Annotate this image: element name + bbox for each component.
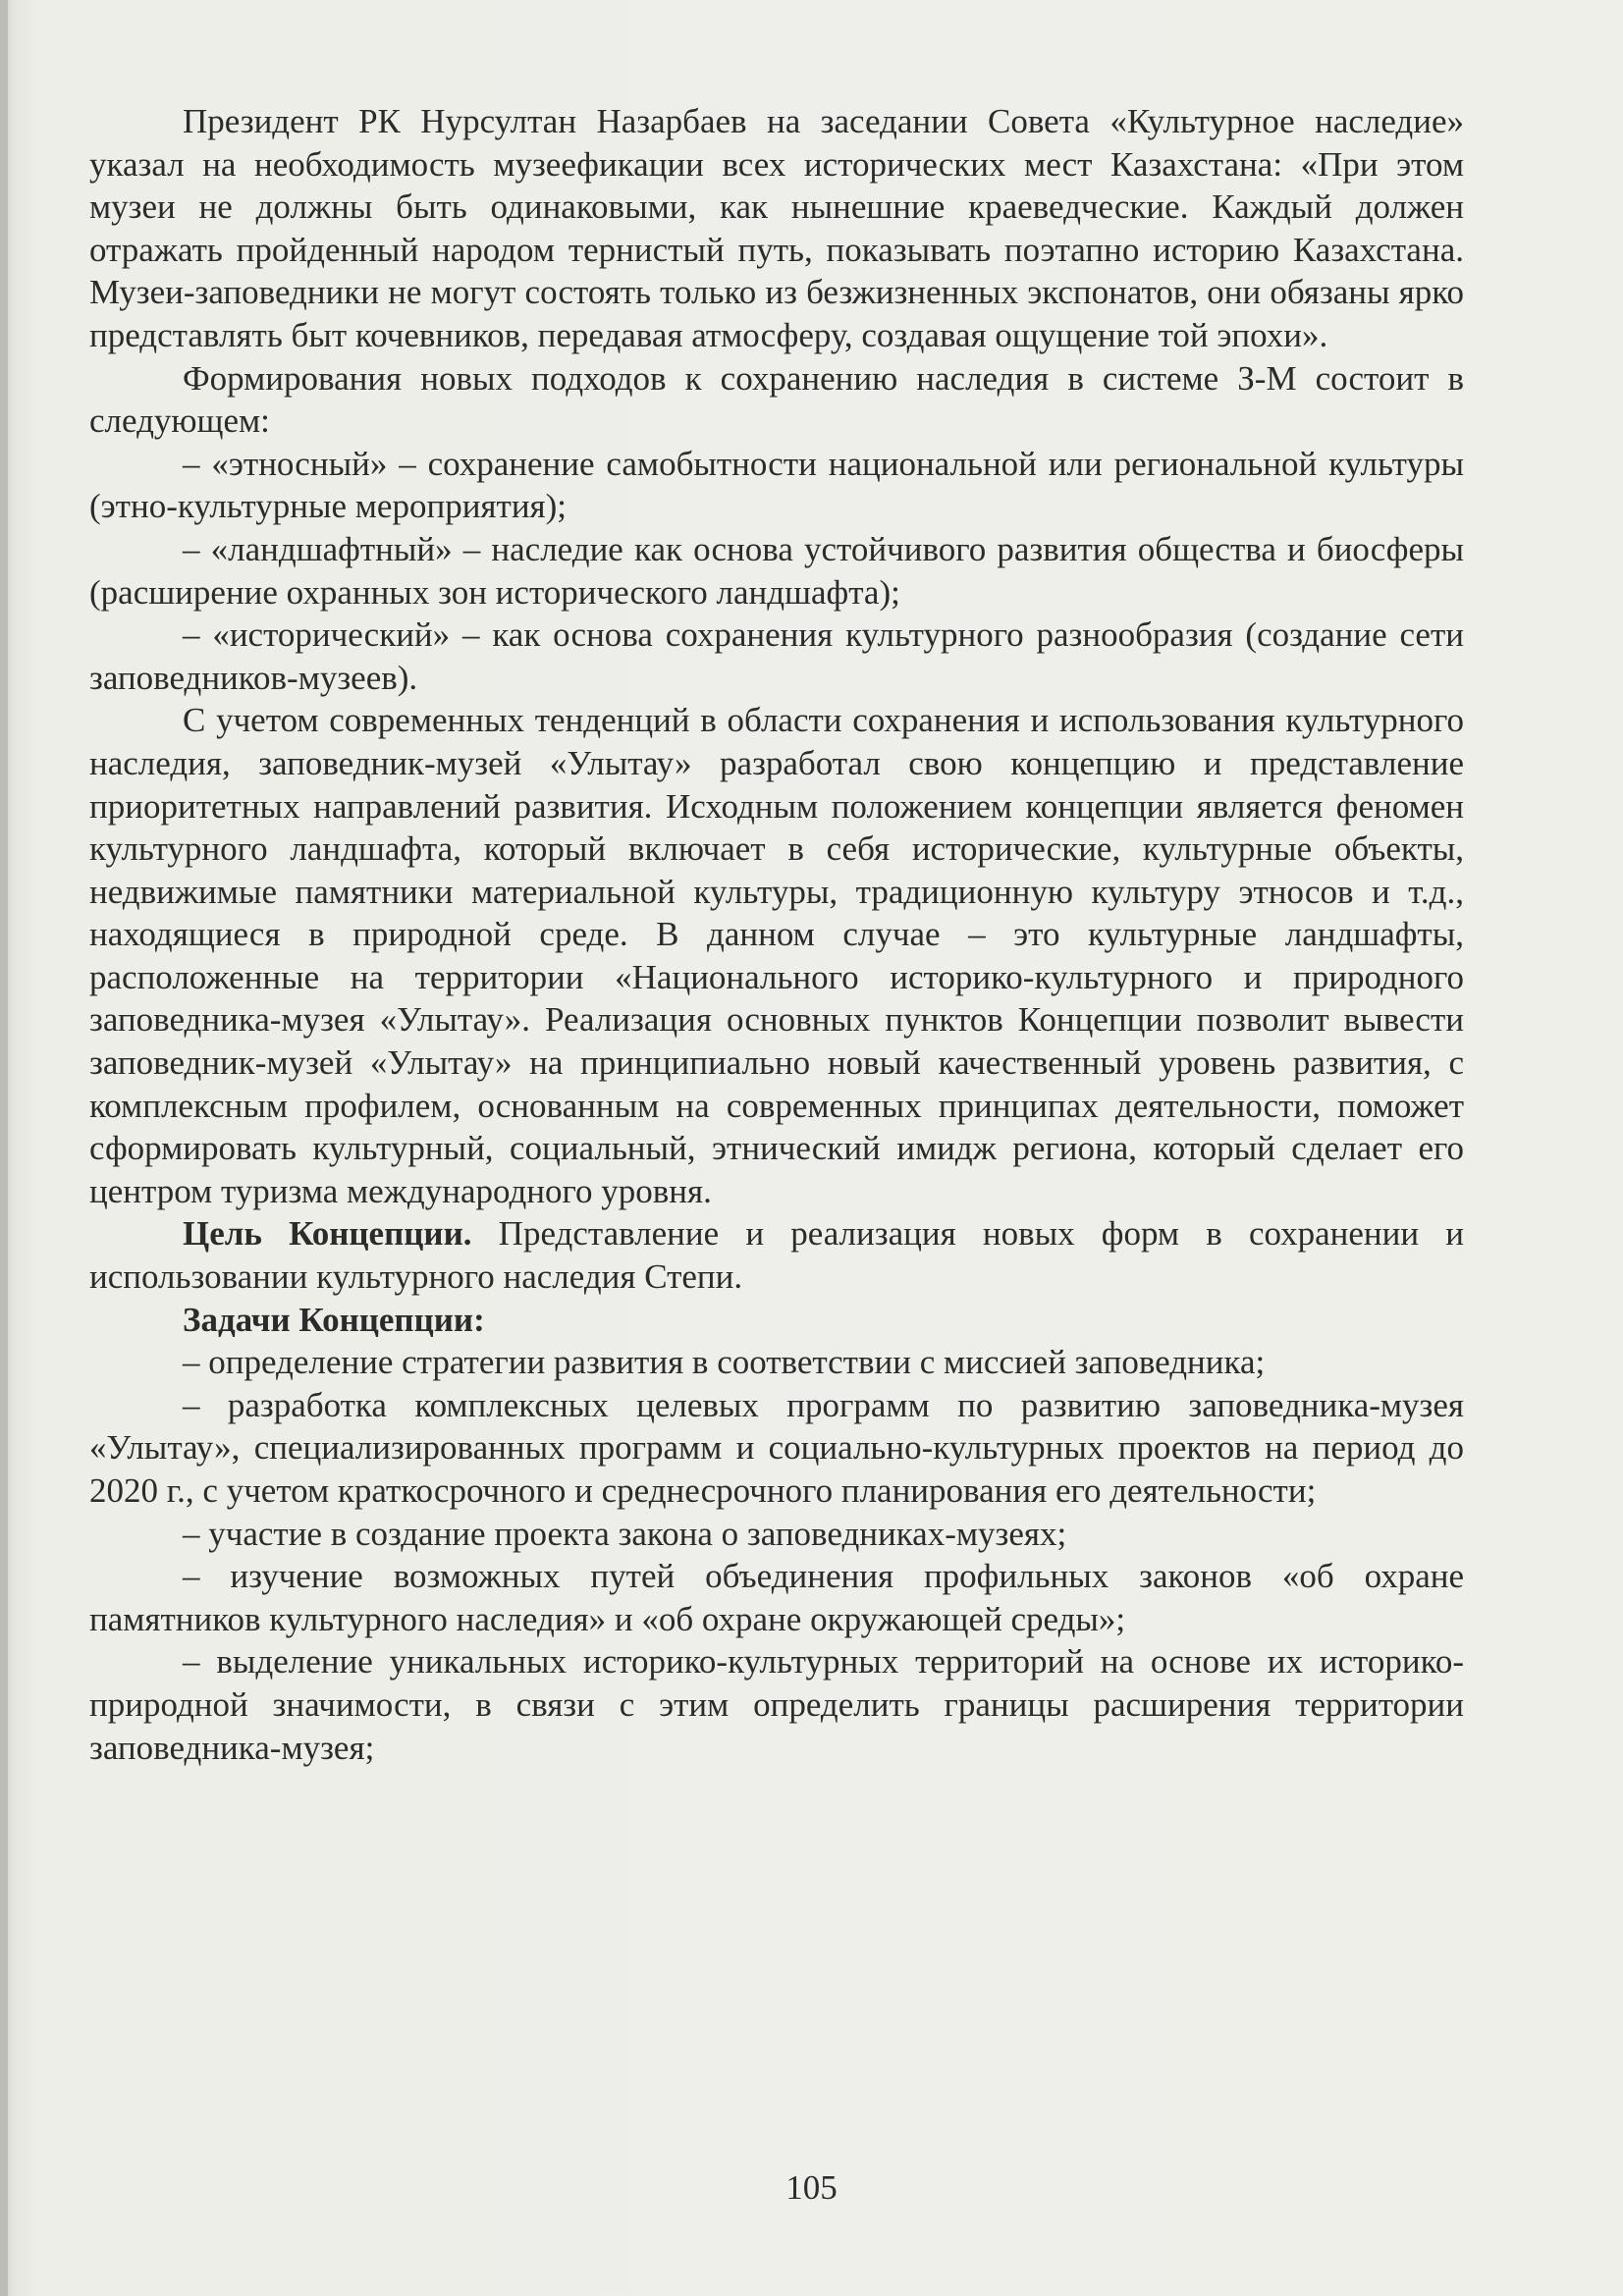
paragraph-concept: С учетом современных тенденций в области сохранения и использования культурного наследия, заповедник-музей «Улытау» разработал свою концепцию и представление приоритетных направлений развития. Исходным положением концепции является феномен культурного ландшафта, который включает в себя исторические, культурные объекты, недвижимые памятники материальной культуры, традиционную культуру этносов и т.д., находящиеся в природной среде. В данном случае – это культурные ландшафты, расположенные на территории «Национального историко-культурного и природного заповедника-музея «Улытау». Реализация основных пунктов Концепции позволит вывести заповедник-музей «Улытау» на принципиально новый качественный уровень развития, с комплексным профилем, основанным на современных принципах деятельности, поможет сформировать культурный, социальный, этнический имидж региона, который сделает его центром туризма международного уровня. <box>89 701 1464 1210</box>
paragraph-approaches-intro: Формирования новых подходов к сохранению наследия в системе З-М состоит в следующем: <box>89 358 1464 441</box>
body-text <box>89 100 1464 1769</box>
tasks-label: Задачи Концепции: <box>183 1300 485 1339</box>
page-number: 105 <box>785 2168 838 2207</box>
list-item-landscape: – «ландшафтный» – наследие как основа устойчивого развития общества и биосферы (расширение охранных зон исторического ландшафта); <box>89 529 1464 612</box>
paragraph-president-quote: Президент РК Нурсултан Назарбаев на заседании Совета «Культурное наследие» указал на необходимость музеефикации всех исторических мест Казахстана: «При этом музеи не должны быть одинаковыми, как нынешние краеведческие. Каждый должен отражать пройденный народом тернистый путь, показывать поэтапно историю Казахстана. Музеи-заповедники не могут состоять только из безжизненных экспонатов, они обязаны ярко представлять быт кочевников, передавая атмосферу, создавая ощущение той эпохи». <box>89 102 1464 354</box>
goal-text: Представление и реализация новых форм в сохранении и использовании культурного наследия Степи. <box>89 1214 1465 1297</box>
task-item: – выделение уникальных историко-культурных территорий на основе их историко-природной значимости, в связи с этим определить границы расширения территории заповедника-музея; <box>89 1642 1464 1767</box>
scan-edge <box>0 0 8 2296</box>
task-item: – участие в создание проекта закона о заповедниках-музеях; <box>183 1514 1067 1553</box>
list-item-historical: – «исторический» – как основа сохранения культурного разнообразия (создание сети заповедников-музеев). <box>89 615 1464 697</box>
task-item: – определение стратегии развития в соответствии с миссией заповедника; <box>183 1343 1266 1382</box>
paragraph-tasks-heading <box>89 1299 1464 1342</box>
goal-label: Цель Концепции. <box>183 1214 472 1254</box>
task-item: – разработка комплексных целевых программ по развитию заповедника-музея «Улытау», специализированных программ и социально-культурных проектов на период до 2020 г., с учетом краткосрочного и среднесрочного планирования его деятельности; <box>89 1385 1464 1510</box>
task-item: – изучение возможных путей объединения профильных законов «об охране памятников культурного наследия» и «об охране окружающей среды»; <box>89 1557 1464 1638</box>
paragraph-goal <box>89 1212 1464 1298</box>
list-item-ethnic: – «этносный» – сохранение самобытности национальной или региональной культуры (этно-культурные мероприятия); <box>89 444 1464 526</box>
